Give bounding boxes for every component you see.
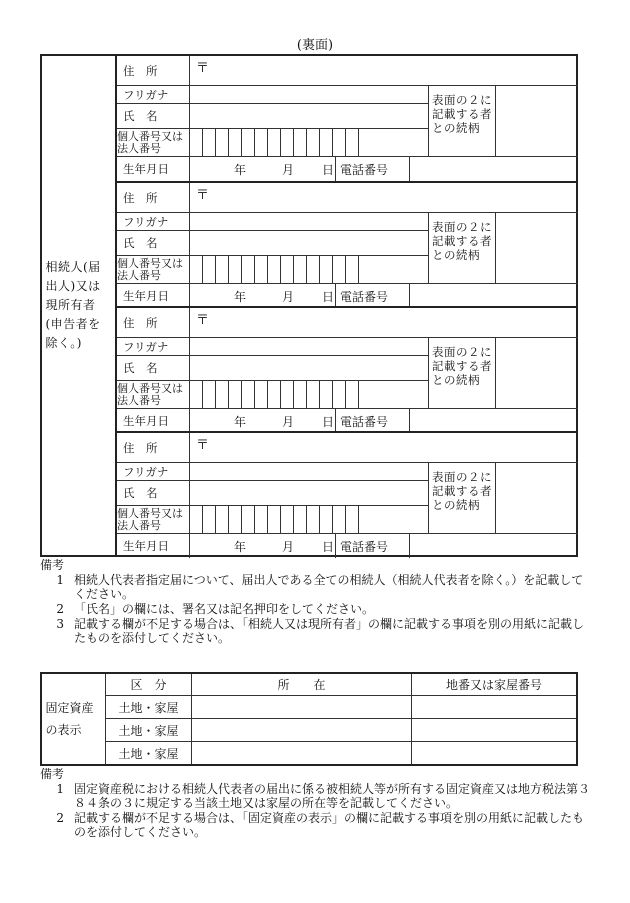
number-digit-box[interactable]	[281, 506, 294, 533]
number-digit-box[interactable]	[346, 129, 359, 156]
number-digit-box[interactable]	[216, 129, 229, 156]
col-header-lot-number: 地番又は家屋番号	[412, 674, 576, 696]
year-unit: 年	[234, 415, 247, 429]
furigana-field[interactable]	[190, 86, 428, 104]
furigana-field[interactable]	[190, 338, 428, 356]
heir-block	[117, 181, 578, 306]
relation-label: 表面の２に記載する者との続柄	[428, 338, 496, 409]
note-number: 1	[56, 782, 64, 796]
birth-label: 生年月日	[117, 157, 190, 181]
number-digit-box[interactable]	[255, 256, 268, 283]
address-field[interactable]	[190, 183, 578, 213]
heir-block	[117, 431, 578, 555]
number-digit-box[interactable]	[216, 381, 229, 408]
number-digit-box[interactable]	[190, 256, 203, 283]
id-number-field[interactable]	[190, 256, 578, 284]
number-digit-box[interactable]	[229, 506, 242, 533]
asset-row	[106, 742, 576, 764]
note-item	[40, 782, 590, 810]
note-number: 2	[56, 811, 64, 825]
birth-field[interactable]	[190, 157, 578, 181]
asset-lot-field[interactable]	[412, 742, 576, 764]
number-digit-box[interactable]	[333, 129, 346, 156]
name-label: 氏 名	[117, 231, 190, 256]
id-number-label: 個人番号又は法人番号	[117, 129, 190, 157]
postal-mark-icon: 〒	[196, 313, 210, 328]
number-digit-box[interactable]	[255, 381, 268, 408]
note-text: 「氏名」の欄には、署名又は記名押印をしてください。	[74, 602, 375, 616]
address-field[interactable]	[190, 56, 578, 86]
number-digit-box[interactable]	[203, 256, 216, 283]
furigana-label: フリガナ	[117, 86, 190, 104]
number-digit-box[interactable]	[229, 129, 242, 156]
number-digit-box[interactable]	[320, 381, 333, 408]
address-field[interactable]	[190, 308, 578, 338]
birth-field[interactable]	[190, 284, 578, 308]
year-unit: 年	[234, 163, 247, 177]
number-digit-box[interactable]	[294, 256, 307, 283]
furigana-field[interactable]	[190, 463, 428, 481]
name-field[interactable]	[190, 104, 428, 129]
fixed-asset-label: 固定資産の表示	[42, 674, 106, 764]
number-digit-box[interactable]	[333, 256, 346, 283]
day-unit: 日	[322, 163, 335, 177]
number-digit-box[interactable]	[229, 256, 242, 283]
address-field[interactable]	[190, 433, 578, 463]
relation-label: 表面の２に記載する者との続柄	[428, 86, 496, 157]
number-digit-box[interactable]	[216, 256, 229, 283]
notes-heading: 備考	[40, 767, 65, 781]
col-header-category: 区 分	[106, 674, 192, 696]
asset-row	[106, 696, 576, 719]
number-digit-box[interactable]	[294, 129, 307, 156]
number-digit-box[interactable]	[203, 129, 216, 156]
asset-lot-field[interactable]	[412, 696, 576, 718]
number-digit-box[interactable]	[281, 129, 294, 156]
number-digit-box[interactable]	[255, 129, 268, 156]
number-digit-box[interactable]	[255, 506, 268, 533]
heir-block	[117, 306, 578, 431]
heirs-section-label: 相続人(届出人)又は現所有者(申告者を除く。)	[42, 56, 117, 555]
name-label: 氏 名	[117, 104, 190, 129]
month-unit: 月	[282, 415, 295, 429]
number-digit-box[interactable]	[203, 381, 216, 408]
name-label: 氏 名	[117, 481, 190, 506]
number-digit-box[interactable]	[242, 506, 255, 533]
asset-location-field[interactable]	[192, 742, 412, 764]
note-item	[40, 573, 590, 601]
id-number-label: 個人番号又は法人番号	[117, 256, 190, 284]
name-field[interactable]	[190, 231, 428, 256]
address-label: 住 所	[117, 433, 190, 463]
note-text: 記載する欄が不足する場合は、「固定資産の表示」の欄に記載する事項を別の用紙に記載したものを添付してください。	[74, 811, 585, 839]
id-number-field[interactable]	[190, 129, 578, 157]
day-unit: 日	[322, 415, 335, 429]
id-number-field[interactable]	[190, 506, 578, 534]
notes-heading: 備考	[40, 558, 65, 572]
number-digit-box[interactable]	[294, 381, 307, 408]
year-unit: 年	[234, 540, 247, 554]
address-label: 住 所	[117, 308, 190, 338]
phone-label: 電話番号	[340, 540, 389, 554]
asset-row	[106, 719, 576, 742]
number-digit-box[interactable]	[333, 381, 346, 408]
number-digit-box[interactable]	[268, 381, 281, 408]
number-digit-box[interactable]	[268, 506, 281, 533]
id-number-field[interactable]	[190, 381, 578, 409]
month-unit: 月	[282, 290, 295, 304]
number-digit-box[interactable]	[307, 256, 320, 283]
number-digit-box[interactable]	[320, 506, 333, 533]
furigana-field[interactable]	[190, 213, 428, 231]
number-digit-box[interactable]	[320, 129, 333, 156]
furigana-label: フリガナ	[117, 213, 190, 231]
birth-label: 生年月日	[117, 534, 190, 558]
number-digit-box[interactable]	[333, 506, 346, 533]
number-digit-box[interactable]	[307, 381, 320, 408]
note-text: 相続人代表者指定届について、届出人である全ての相続人（相続人代表者を除く。）を記載してください。	[74, 573, 584, 601]
relation-label: 表面の２に記載する者との続柄	[428, 213, 496, 284]
number-digit-box[interactable]	[242, 381, 255, 408]
number-digit-box[interactable]	[268, 129, 281, 156]
fixed-asset-table	[40, 672, 578, 766]
birth-field[interactable]	[190, 534, 578, 558]
note-number: 2	[56, 602, 64, 616]
year-unit: 年	[234, 290, 247, 304]
col-header-location: 所 在	[192, 674, 412, 696]
day-unit: 日	[322, 540, 335, 554]
number-digit-box[interactable]	[307, 129, 320, 156]
number-digit-box[interactable]	[307, 506, 320, 533]
id-number-label: 個人番号又は法人番号	[117, 506, 190, 534]
asset-category: 土地・家屋	[106, 742, 192, 764]
phone-label: 電話番号	[340, 290, 389, 304]
number-digit-box[interactable]	[281, 381, 294, 408]
postal-mark-icon: 〒	[196, 188, 210, 203]
note-number: 3	[56, 617, 64, 631]
asset-category: 土地・家屋	[106, 719, 192, 741]
name-label: 氏 名	[117, 356, 190, 381]
number-digit-box[interactable]	[346, 256, 359, 283]
note-item	[40, 602, 590, 616]
number-digit-box[interactable]	[268, 256, 281, 283]
furigana-label: フリガナ	[117, 338, 190, 356]
note-item	[40, 811, 590, 839]
address-label: 住 所	[117, 183, 190, 213]
month-unit: 月	[282, 163, 295, 177]
number-digit-box[interactable]	[294, 506, 307, 533]
month-unit: 月	[282, 540, 295, 554]
number-digit-box[interactable]	[203, 506, 216, 533]
notes-heirs	[40, 558, 590, 645]
birth-label: 生年月日	[117, 409, 190, 433]
note-text: 記載する欄が不足する場合は、「相続人又は現所有者」の欄に記載する事項を別の用紙に記載したものを添付してください。	[74, 617, 585, 645]
id-number-label: 個人番号又は法人番号	[117, 381, 190, 409]
postal-mark-icon: 〒	[196, 61, 210, 76]
note-text: 固定資産税における相続人代表者の届出に係る被相続人等が所有する固定資産又は地方税法第３８４条の３に規定する当該土地又は家屋の所在等を記載してください。	[74, 782, 591, 810]
address-label: 住 所	[117, 56, 190, 86]
furigana-label: フリガナ	[117, 463, 190, 481]
note-number: 1	[56, 573, 64, 587]
number-digit-box[interactable]	[229, 381, 242, 408]
birth-field[interactable]	[190, 409, 578, 433]
number-digit-box[interactable]	[190, 506, 203, 533]
number-digit-box[interactable]	[320, 256, 333, 283]
number-digit-box[interactable]	[346, 381, 359, 408]
asset-lot-field[interactable]	[412, 719, 576, 741]
note-item	[40, 617, 590, 645]
number-digit-box[interactable]	[190, 129, 203, 156]
birth-label: 生年月日	[117, 284, 190, 308]
heir-block	[117, 56, 578, 181]
asset-location-field[interactable]	[192, 719, 412, 741]
day-unit: 日	[322, 290, 335, 304]
relation-label: 表面の２に記載する者との続柄	[428, 463, 496, 534]
notes-assets	[40, 767, 590, 839]
page-title: (裏面)	[296, 38, 334, 53]
number-digit-box[interactable]	[242, 129, 255, 156]
phone-label: 電話番号	[340, 163, 389, 177]
number-digit-box[interactable]	[346, 506, 359, 533]
number-digit-box[interactable]	[190, 381, 203, 408]
number-digit-box[interactable]	[242, 256, 255, 283]
number-digit-box[interactable]	[281, 256, 294, 283]
name-field[interactable]	[190, 481, 428, 506]
name-field[interactable]	[190, 356, 428, 381]
asset-location-field[interactable]	[192, 696, 412, 718]
number-digit-box[interactable]	[216, 506, 229, 533]
heirs-table	[40, 54, 578, 557]
asset-category: 土地・家屋	[106, 696, 192, 718]
postal-mark-icon: 〒	[196, 438, 210, 453]
phone-label: 電話番号	[340, 415, 389, 429]
